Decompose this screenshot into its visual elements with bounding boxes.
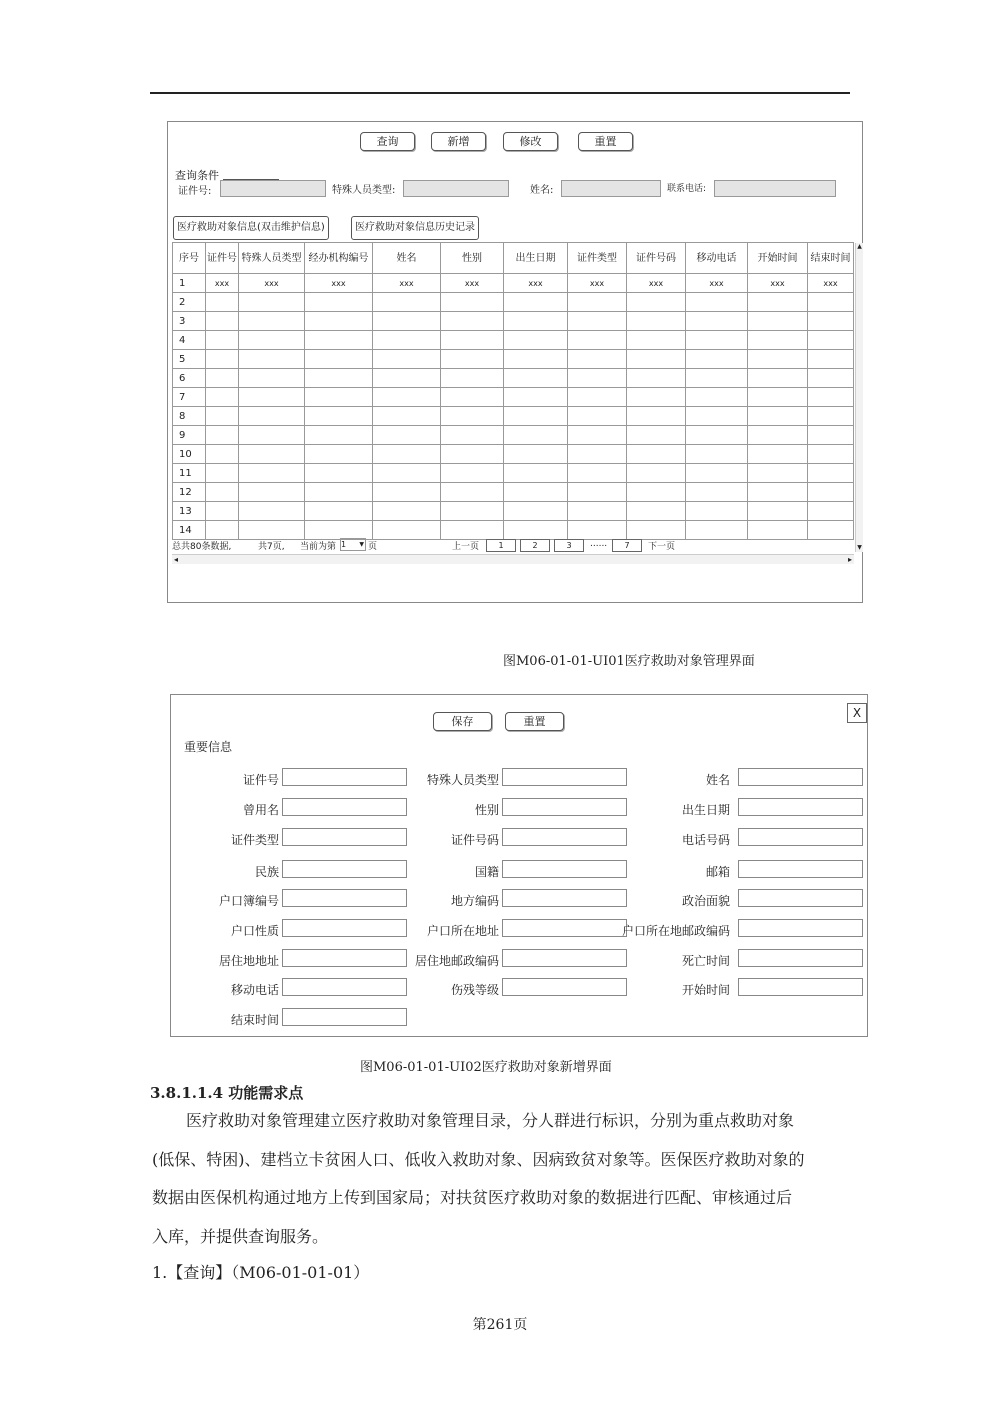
column-header: 性别 xyxy=(441,243,504,274)
prev-page-link[interactable]: 上一页 xyxy=(452,542,480,552)
table-cell xyxy=(748,521,808,540)
table-cell xyxy=(504,388,568,407)
table-row[interactable] xyxy=(173,483,854,502)
scroll-right-icon[interactable]: ▸ xyxy=(847,555,852,564)
table-cell xyxy=(441,483,504,502)
table-cell xyxy=(373,445,441,464)
table-cell xyxy=(686,426,748,445)
row-index: 12 xyxy=(173,483,206,502)
figure-caption-ui01: 图M06-01-01-UI01医疗救助对象管理界面 xyxy=(503,654,755,669)
page-link-last[interactable]: 7 xyxy=(612,539,642,552)
table-cell xyxy=(206,426,239,445)
table-cell xyxy=(239,312,305,331)
table-cell xyxy=(504,502,568,521)
table-cell xyxy=(239,369,305,388)
table-cell xyxy=(686,293,748,312)
id-number-label: 证件号: xyxy=(178,186,212,197)
table-cell xyxy=(239,502,305,521)
table-cell xyxy=(568,312,627,331)
current-page-select[interactable] xyxy=(340,538,366,551)
field-label: 证件类型 xyxy=(230,833,279,847)
row-index: 2 xyxy=(173,293,206,312)
table-cell xyxy=(686,502,748,521)
scroll-left-icon[interactable]: ◂ xyxy=(174,555,179,564)
table-cell xyxy=(568,407,627,426)
field-input[interactable] xyxy=(738,768,863,786)
results-table xyxy=(172,242,854,540)
table-cell xyxy=(441,502,504,521)
table-cell xyxy=(686,521,748,540)
table-header-row xyxy=(173,243,854,274)
row-index: 11 xyxy=(173,464,206,483)
field-label: 居住地地址 xyxy=(218,954,279,968)
edit-button[interactable]: 修改 xyxy=(503,132,558,151)
table-cell xyxy=(441,407,504,426)
table-cell: xxx xyxy=(206,274,239,293)
current-page-value: 1 xyxy=(341,540,347,549)
table-cell xyxy=(504,312,568,331)
field-input[interactable] xyxy=(738,919,863,937)
table-cell xyxy=(373,426,441,445)
table-cell: xxx xyxy=(748,274,808,293)
query-button[interactable]: 查询 xyxy=(360,132,415,151)
field-label: 地方编码 xyxy=(450,894,499,908)
table-cell xyxy=(686,312,748,331)
page-count: 共7页, xyxy=(258,542,285,552)
special-type-label: 特殊人员类型: xyxy=(332,185,396,196)
table-cell xyxy=(748,407,808,426)
table-cell xyxy=(748,426,808,445)
table-cell xyxy=(373,521,441,540)
table-cell xyxy=(206,312,239,331)
row-index: 10 xyxy=(173,445,206,464)
table-cell xyxy=(568,331,627,350)
table-cell xyxy=(686,369,748,388)
column-header: 结束时间 xyxy=(808,243,854,274)
add-object-dialog xyxy=(170,694,868,1037)
phone-label: 联系电话: xyxy=(667,184,707,194)
column-header: 姓名 xyxy=(373,243,441,274)
table-cell xyxy=(441,293,504,312)
table-row[interactable] xyxy=(173,445,854,464)
table-cell xyxy=(627,483,686,502)
table-cell xyxy=(627,521,686,540)
field-label: 户口所在地址 xyxy=(426,924,499,938)
field-label: 证件号码 xyxy=(450,833,499,847)
table-cell xyxy=(373,369,441,388)
table-cell: xxx xyxy=(808,274,854,293)
field-label: 民族 xyxy=(254,865,279,879)
field-input[interactable] xyxy=(282,860,407,878)
column-header: 序号 xyxy=(173,243,206,274)
field-label: 伤残等级 xyxy=(450,983,499,997)
field-label: 曾用名 xyxy=(242,803,279,817)
table-cell xyxy=(808,483,854,502)
page-number: 第261页 xyxy=(472,1317,528,1333)
body-paragraph xyxy=(152,1102,852,1256)
list-item-query: 1.【查询】（M06-01-01-01） xyxy=(152,1263,370,1282)
table-cell xyxy=(206,350,239,369)
table-cell xyxy=(305,445,373,464)
table-cell xyxy=(627,407,686,426)
table-cell xyxy=(568,426,627,445)
table-cell xyxy=(239,464,305,483)
field-label: 特殊人员类型 xyxy=(426,773,499,787)
table-cell: xxx xyxy=(627,274,686,293)
table-cell xyxy=(206,445,239,464)
table-cell xyxy=(206,331,239,350)
table-cell xyxy=(441,331,504,350)
table-cell xyxy=(206,464,239,483)
table-cell: xxx xyxy=(305,274,373,293)
table-cell xyxy=(568,445,627,464)
tab-object-info[interactable]: 医疗救助对象信息(双击维护信息) xyxy=(173,216,329,240)
table-cell xyxy=(504,521,568,540)
table-cell: xxx xyxy=(441,274,504,293)
current-page-prefix: 当前为第 xyxy=(300,542,337,552)
paragraph-line: 入库，并提供查询服务。 xyxy=(152,1226,329,1246)
table-cell xyxy=(504,426,568,445)
table-cell xyxy=(808,464,854,483)
current-page-suffix: 页 xyxy=(368,542,378,552)
page-link-2[interactable]: 2 xyxy=(520,539,550,552)
table-cell xyxy=(206,521,239,540)
field-label: 开始时间 xyxy=(681,983,730,997)
field-label: 姓名 xyxy=(705,773,730,787)
field-input[interactable] xyxy=(738,889,863,907)
table-cell xyxy=(504,407,568,426)
column-header: 特殊人员类型 xyxy=(239,243,305,274)
table-cell xyxy=(686,407,748,426)
table-cell xyxy=(373,502,441,521)
table-cell xyxy=(305,464,373,483)
field-label: 证件号 xyxy=(242,773,279,787)
table-cell xyxy=(808,521,854,540)
paragraph-line: 数据由医保机构通过地方上传到国家局；对扶贫医疗救助对象的数据进行匹配、审核通过后 xyxy=(152,1188,793,1207)
table-cell xyxy=(686,331,748,350)
row-index: 1 xyxy=(173,274,206,293)
field-label: 邮箱 xyxy=(705,865,730,879)
scroll-down-icon[interactable]: ▼ xyxy=(857,544,862,551)
dialog-reset-button[interactable]: 重置 xyxy=(505,712,564,731)
table-row[interactable] xyxy=(173,388,854,407)
table-cell: xxx xyxy=(373,274,441,293)
column-header: 出生日期 xyxy=(504,243,568,274)
table-cell xyxy=(441,426,504,445)
chevron-down-icon: ▼ xyxy=(359,541,364,548)
field-label: 户口簿编号 xyxy=(218,894,279,908)
table-cell xyxy=(686,350,748,369)
table-cell xyxy=(504,369,568,388)
page-ellipsis: ...... xyxy=(590,539,608,549)
table-cell xyxy=(305,331,373,350)
column-header: 开始时间 xyxy=(748,243,808,274)
table-cell xyxy=(373,331,441,350)
row-index: 9 xyxy=(173,426,206,445)
save-button[interactable]: 保存 xyxy=(433,712,492,731)
table-row[interactable] xyxy=(173,502,854,521)
table-cell xyxy=(441,464,504,483)
column-header: 证件号 xyxy=(206,243,239,274)
field-input[interactable] xyxy=(502,949,627,967)
table-cell xyxy=(686,445,748,464)
pagination-bar xyxy=(172,538,854,552)
table-row[interactable] xyxy=(173,464,854,483)
row-index: 4 xyxy=(173,331,206,350)
table-cell xyxy=(504,293,568,312)
table-cell xyxy=(373,388,441,407)
table-row[interactable] xyxy=(173,312,854,331)
row-index: 7 xyxy=(173,388,206,407)
field-input[interactable] xyxy=(502,919,627,937)
special-type-input[interactable] xyxy=(403,180,509,197)
table-cell xyxy=(239,426,305,445)
table-cell: xxx xyxy=(504,274,568,293)
page-link-1[interactable]: 1 xyxy=(486,539,516,552)
field-label: 死亡时间 xyxy=(681,954,730,968)
table-cell xyxy=(441,312,504,331)
table-cell xyxy=(239,407,305,426)
table-cell: xxx xyxy=(239,274,305,293)
table-cell xyxy=(206,369,239,388)
field-input[interactable] xyxy=(738,949,863,967)
table-cell xyxy=(808,331,854,350)
total-count: 总共80条数据, xyxy=(172,542,232,552)
field-label: 政治面貌 xyxy=(681,894,730,908)
id-number-input[interactable] xyxy=(220,180,326,197)
field-input[interactable] xyxy=(282,1008,407,1026)
phone-input[interactable] xyxy=(714,180,836,197)
close-icon[interactable]: X xyxy=(847,703,867,723)
table-row[interactable] xyxy=(173,521,854,540)
field-label: 户口性质 xyxy=(230,924,279,938)
table-cell xyxy=(808,369,854,388)
row-index: 3 xyxy=(173,312,206,331)
table-cell xyxy=(748,464,808,483)
name-label: 姓名: xyxy=(530,185,554,196)
table-cell xyxy=(627,445,686,464)
tab-history[interactable]: 医疗救助对象信息历史记录 xyxy=(351,216,479,240)
table-cell xyxy=(748,388,808,407)
table-cell xyxy=(239,331,305,350)
section-title: 重要信息 xyxy=(184,740,233,754)
table-cell xyxy=(373,483,441,502)
column-header: 证件号码 xyxy=(627,243,686,274)
section-heading: 3.8.1.1.4 功能需求点 xyxy=(150,1084,304,1102)
table-cell xyxy=(373,350,441,369)
field-input[interactable] xyxy=(502,798,627,816)
table-cell xyxy=(441,521,504,540)
table-cell xyxy=(568,521,627,540)
table-cell xyxy=(568,502,627,521)
field-label: 出生日期 xyxy=(681,803,730,817)
horizontal-scrollbar[interactable] xyxy=(172,554,854,564)
table-cell xyxy=(748,293,808,312)
table-cell xyxy=(305,502,373,521)
table-cell xyxy=(206,407,239,426)
name-input[interactable] xyxy=(561,180,661,197)
table-cell xyxy=(206,502,239,521)
next-page-link[interactable]: 下一页 xyxy=(648,542,676,552)
table-cell xyxy=(373,293,441,312)
table-cell xyxy=(305,426,373,445)
table-cell xyxy=(748,312,808,331)
field-input[interactable] xyxy=(738,860,863,878)
table-row[interactable] xyxy=(173,350,854,369)
table-cell xyxy=(568,350,627,369)
field-input[interactable] xyxy=(502,860,627,878)
scroll-up-icon[interactable]: ▲ xyxy=(857,243,862,250)
table-cell xyxy=(627,464,686,483)
column-header: 证件类型 xyxy=(568,243,627,274)
field-input[interactable] xyxy=(282,828,407,846)
table-cell xyxy=(239,388,305,407)
table-cell xyxy=(504,464,568,483)
table-cell xyxy=(239,350,305,369)
table-cell xyxy=(373,464,441,483)
table-cell xyxy=(441,445,504,464)
table-cell xyxy=(504,483,568,502)
figure-caption-ui02: 图M06-01-01-UI02医疗救助对象新增界面 xyxy=(360,1060,612,1075)
row-index: 14 xyxy=(173,521,206,540)
table-cell xyxy=(239,521,305,540)
table-cell xyxy=(441,369,504,388)
field-input[interactable] xyxy=(282,978,407,996)
table-cell xyxy=(627,502,686,521)
row-index: 5 xyxy=(173,350,206,369)
table-cell xyxy=(305,369,373,388)
field-input[interactable] xyxy=(502,978,627,996)
table-cell xyxy=(239,445,305,464)
table-cell xyxy=(748,483,808,502)
table-cell xyxy=(748,331,808,350)
row-index: 6 xyxy=(173,369,206,388)
table-cell xyxy=(305,350,373,369)
table-cell xyxy=(305,388,373,407)
table-cell xyxy=(504,350,568,369)
table-cell xyxy=(686,483,748,502)
table-cell xyxy=(373,407,441,426)
table-cell xyxy=(808,426,854,445)
column-header: 移动电话 xyxy=(686,243,748,274)
table-cell xyxy=(748,350,808,369)
table-cell xyxy=(206,483,239,502)
table-cell xyxy=(808,445,854,464)
field-input[interactable] xyxy=(282,949,407,967)
field-label: 户口所在地邮政编码 xyxy=(621,924,730,938)
field-input[interactable] xyxy=(502,768,627,786)
field-label: 性别 xyxy=(474,803,499,817)
table-row[interactable] xyxy=(173,407,854,426)
vertical-scrollbar[interactable] xyxy=(855,243,863,552)
table-cell xyxy=(748,369,808,388)
table-row[interactable] xyxy=(173,369,854,388)
page-link-3[interactable]: 3 xyxy=(554,539,584,552)
table-cell xyxy=(206,293,239,312)
field-input[interactable] xyxy=(738,828,863,846)
field-input[interactable] xyxy=(282,768,407,786)
field-input[interactable] xyxy=(502,828,627,846)
field-input[interactable] xyxy=(282,919,407,937)
column-header: 经办机构编号 xyxy=(305,243,373,274)
table-cell xyxy=(568,388,627,407)
table-cell xyxy=(568,464,627,483)
field-input[interactable] xyxy=(282,889,407,907)
table-cell xyxy=(441,388,504,407)
query-conditions-title: 查询条件 xyxy=(175,169,219,182)
field-input[interactable] xyxy=(738,798,863,816)
table-cell xyxy=(808,350,854,369)
table-cell xyxy=(568,483,627,502)
reset-button[interactable]: 重置 xyxy=(578,132,633,151)
table-cell xyxy=(627,350,686,369)
table-cell xyxy=(305,521,373,540)
table-cell xyxy=(373,312,441,331)
table-row[interactable] xyxy=(173,274,854,293)
row-index: 13 xyxy=(173,502,206,521)
table-cell xyxy=(627,388,686,407)
field-label: 移动电话 xyxy=(230,983,279,997)
table-cell xyxy=(627,369,686,388)
table-cell xyxy=(627,293,686,312)
table-cell xyxy=(748,445,808,464)
table-cell xyxy=(627,426,686,445)
table-cell xyxy=(686,464,748,483)
field-label: 电话号码 xyxy=(681,833,730,847)
table-cell xyxy=(504,331,568,350)
table-cell xyxy=(627,312,686,331)
table-cell xyxy=(686,388,748,407)
table-cell xyxy=(627,331,686,350)
table-cell xyxy=(305,407,373,426)
table-cell xyxy=(305,483,373,502)
table-row[interactable] xyxy=(173,293,854,312)
table-cell xyxy=(808,407,854,426)
paragraph-line: (低保、特困)、建档立卡贫困人口、低收入救助对象、因病致贫对象等。医保医疗救助对象的 xyxy=(152,1149,805,1169)
field-input[interactable] xyxy=(282,798,407,816)
table-cell xyxy=(808,502,854,521)
table-cell xyxy=(206,388,239,407)
table-row[interactable] xyxy=(173,331,854,350)
table-row[interactable] xyxy=(173,426,854,445)
row-index: 8 xyxy=(173,407,206,426)
table-cell: xxx xyxy=(568,274,627,293)
management-screen xyxy=(167,121,863,603)
field-label: 结束时间 xyxy=(230,1013,279,1027)
table-cell xyxy=(504,445,568,464)
header-rule xyxy=(150,92,850,94)
field-label: 国籍 xyxy=(474,865,499,879)
paragraph-line: 医疗救助对象管理建立医疗救助对象管理目录，分人群进行标识，分别为重点救助对象 xyxy=(186,1111,795,1130)
table-cell xyxy=(748,502,808,521)
field-input[interactable] xyxy=(502,889,627,907)
table-cell xyxy=(305,312,373,331)
field-label: 居住地邮政编码 xyxy=(414,954,499,968)
table-cell xyxy=(568,293,627,312)
table-cell xyxy=(441,350,504,369)
table-cell xyxy=(568,369,627,388)
table-cell xyxy=(808,293,854,312)
table-cell xyxy=(808,388,854,407)
table-cell: xxx xyxy=(686,274,748,293)
table-cell xyxy=(239,483,305,502)
table-cell xyxy=(305,293,373,312)
table-cell xyxy=(239,293,305,312)
table-cell xyxy=(808,312,854,331)
field-input[interactable] xyxy=(738,978,863,996)
add-button[interactable]: 新增 xyxy=(431,132,486,151)
